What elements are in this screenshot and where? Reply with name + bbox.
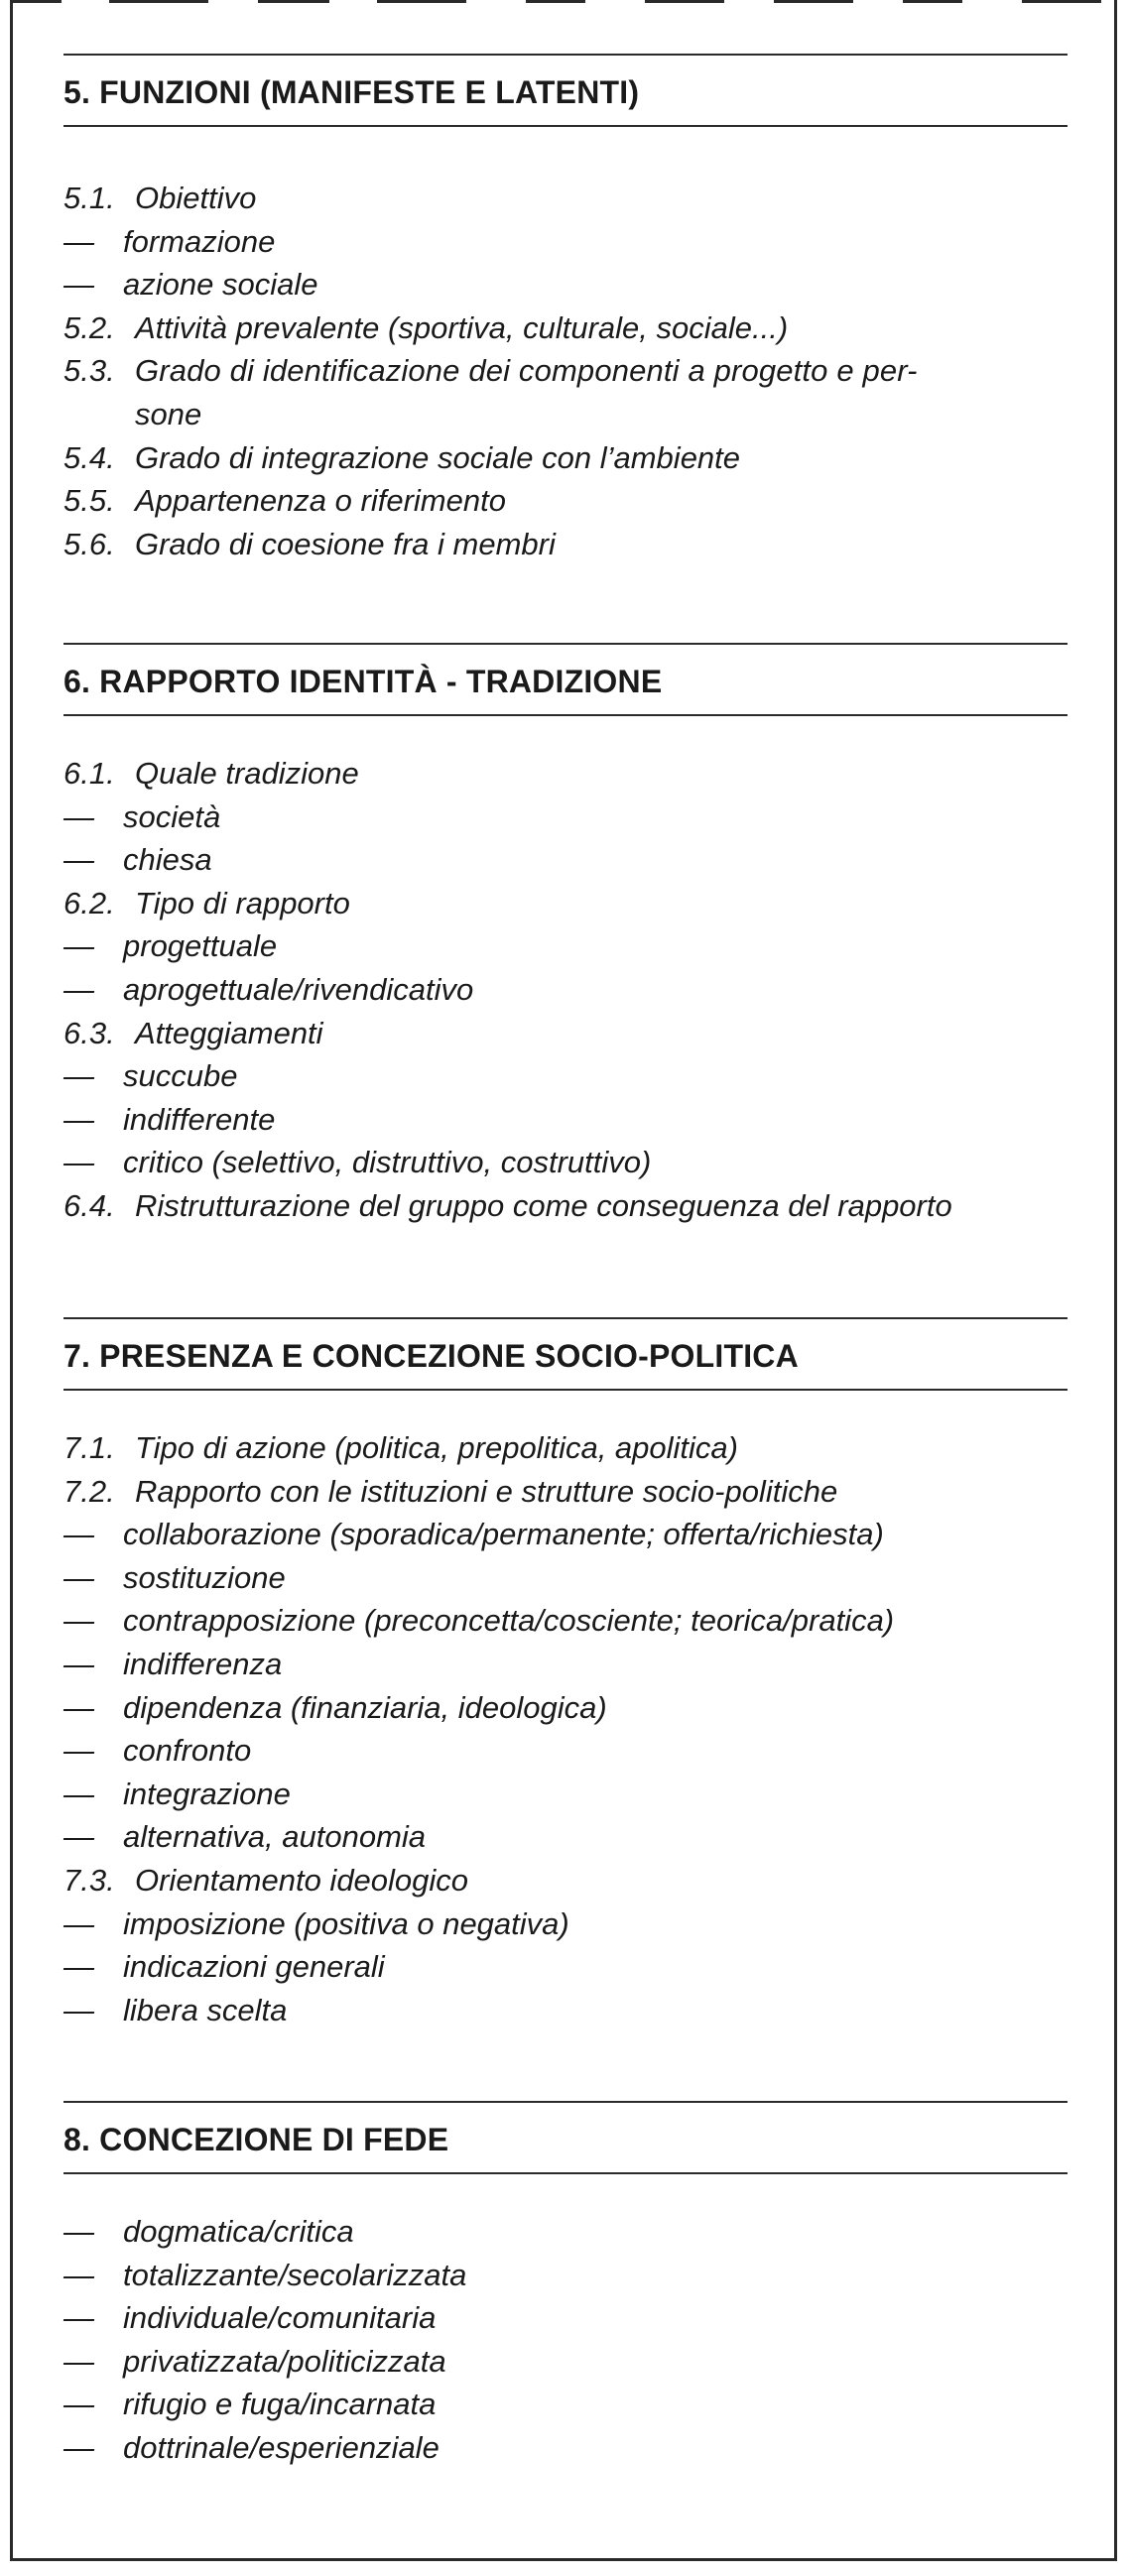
dash-marker: — [63, 2214, 94, 2249]
item-text: indifferente [123, 1101, 276, 1137]
dash-marker: — [63, 842, 94, 878]
section-heading: 6. RAPPORTO IDENTITÀ - TRADIZIONE [63, 664, 663, 699]
dash-marker: — [63, 1101, 94, 1137]
numbered-item [63, 1470, 1068, 1514]
dash-item [63, 220, 1068, 264]
section-rule-bottom [63, 1389, 1068, 1391]
dash-item [63, 1686, 1068, 1730]
numbered-item [63, 436, 1068, 480]
item-text: indifferenza [123, 1646, 283, 1681]
dash-marker: — [63, 1603, 94, 1639]
dash-item [63, 1098, 1068, 1142]
item-number: 6.4. [63, 1187, 115, 1223]
section-5 [63, 54, 1068, 565]
dash-item [63, 968, 1068, 1012]
item-text-continuation: sone [135, 396, 202, 431]
dash-item [63, 1556, 1068, 1600]
item-number: 6.3. [63, 1015, 115, 1050]
item-list [63, 752, 1068, 1228]
dash-marker: — [63, 1559, 94, 1595]
dash-marker: — [63, 2429, 94, 2465]
dash-marker: — [63, 1733, 94, 1769]
item-number: 7.3. [63, 1862, 115, 1898]
dash-item [63, 1599, 1068, 1643]
item-text: integrazione [123, 1776, 291, 1811]
dash-marker: — [63, 1905, 94, 1941]
dash-marker: — [63, 2343, 94, 2379]
item-text: Quale tradizione [135, 756, 359, 791]
dash-item [63, 1815, 1068, 1859]
item-number: 5.5. [63, 483, 115, 519]
dash-marker: — [63, 1992, 94, 2027]
dash-item [63, 1141, 1068, 1184]
dash-item [63, 2426, 1068, 2470]
item-text: dogmatica/critica [123, 2214, 354, 2249]
item-text: Tipo di azione (politica, prepolitica, apolitica) [135, 1430, 738, 1465]
item-text: aprogettuale/rivendicativo [123, 971, 474, 1007]
numbered-item [63, 307, 1068, 350]
item-list [63, 2210, 1068, 2470]
item-text: Grado di identificazione dei componenti a progetto e per- [135, 353, 918, 389]
dash-item [63, 1773, 1068, 1816]
dash-item [63, 1989, 1068, 2032]
numbered-item [63, 1184, 1068, 1228]
item-text: Atteggiamenti [135, 1015, 323, 1050]
dash-item [63, 1729, 1068, 1773]
item-text: Ristrutturazione del gruppo come conseguenza del rapporto [135, 1187, 952, 1223]
item-text: confronto [123, 1733, 252, 1769]
dash-item [63, 263, 1068, 307]
item-text: Rapporto con le istituzioni e strutture socio-politiche [135, 1473, 838, 1509]
numbered-item [63, 177, 1068, 220]
numbered-item [63, 523, 1068, 566]
dash-item [63, 796, 1068, 839]
dash-marker: — [63, 223, 94, 259]
item-text: Tipo di rapporto [135, 885, 350, 920]
section-rule-bottom [63, 714, 1068, 716]
dash-item [63, 2383, 1068, 2426]
item-text: sostituzione [123, 1559, 286, 1595]
dash-item [63, 2210, 1068, 2254]
dash-marker: — [63, 1819, 94, 1855]
item-text: Obiettivo [135, 181, 257, 215]
dash-marker: — [63, 798, 94, 834]
item-text: Grado di integrazione sociale con l’ambiente [135, 439, 741, 475]
section-7 [63, 1317, 1068, 2031]
dash-marker: — [63, 971, 94, 1007]
numbered-item [63, 882, 1068, 925]
dash-marker: — [63, 1058, 94, 1094]
item-text: imposizione (positiva o negativa) [123, 1905, 569, 1941]
item-number: 7.1. [63, 1430, 115, 1465]
item-number: 5.3. [63, 353, 115, 389]
section-6 [63, 643, 1068, 1228]
item-text: rifugio e fuga/incarnata [123, 2387, 437, 2422]
dash-marker: — [63, 1517, 94, 1552]
item-text: indicazioni generali [123, 1949, 385, 1985]
numbered-item [63, 1859, 1068, 1902]
item-text: Grado di coesione fra i membri [135, 526, 556, 561]
dash-marker: — [63, 2257, 94, 2292]
item-number: 5.2. [63, 309, 115, 345]
item-text: formazione [123, 223, 276, 259]
item-text: succube [123, 1058, 238, 1094]
item-text: Attività prevalente (sportiva, culturale, sociale...) [135, 309, 789, 345]
dash-marker: — [63, 928, 94, 964]
numbered-item [63, 1426, 1068, 1470]
item-text: individuale/comunitaria [123, 2300, 437, 2336]
dash-item [63, 2254, 1068, 2297]
dash-marker: — [63, 1646, 94, 1681]
item-text: alternativa, autonomia [123, 1819, 427, 1855]
item-number: 5.4. [63, 439, 115, 475]
section-rule-bottom [63, 125, 1068, 127]
item-list [63, 177, 1068, 565]
item-text: chiesa [123, 842, 212, 878]
dash-marker: — [63, 1689, 94, 1725]
section-heading: 7. PRESENZA E CONCEZIONE SOCIO-POLITICA [63, 1338, 799, 1374]
dash-marker: — [63, 1949, 94, 1985]
item-text: totalizzante/secolarizzata [123, 2257, 467, 2292]
dash-item [63, 1643, 1068, 1686]
dash-item [63, 2340, 1068, 2384]
item-text: dottrinale/esperienziale [123, 2429, 440, 2465]
dash-item [63, 1902, 1068, 1946]
item-text: libera scelta [123, 1992, 288, 2027]
section-rule-bottom [63, 2172, 1068, 2174]
section-heading: 8. CONCEZIONE DI FEDE [63, 2122, 449, 2157]
item-text: società [123, 798, 221, 834]
dash-item [63, 1054, 1068, 1098]
dash-item [63, 838, 1068, 882]
item-text: dipendenza (finanziaria, ideologica) [123, 1689, 607, 1725]
item-text: progettuale [123, 928, 278, 964]
numbered-item [63, 479, 1068, 523]
dash-marker: — [63, 1145, 94, 1180]
dash-marker: — [63, 2300, 94, 2336]
dash-item [63, 2296, 1068, 2340]
dash-item [63, 1945, 1068, 1989]
numbered-item [63, 1012, 1068, 1055]
item-text: collaborazione (sporadica/permanente; offerta/richiesta) [123, 1517, 884, 1552]
item-number: 5.1. [63, 181, 115, 215]
item-number: 5.6. [63, 526, 115, 561]
dash-marker: — [63, 1776, 94, 1811]
item-number: 6.2. [63, 885, 115, 920]
dash-marker: — [63, 2387, 94, 2422]
section-8 [63, 2101, 1068, 2470]
item-text: privatizzata/politicizzata [123, 2343, 446, 2379]
numbered-item [63, 349, 1068, 435]
item-text: Orientamento ideologico [135, 1862, 469, 1898]
item-text: critico (selettivo, distruttivo, costruttivo) [123, 1145, 652, 1180]
item-text: Appartenenza o riferimento [135, 483, 506, 519]
item-number: 6.1. [63, 756, 115, 791]
item-text: azione sociale [123, 267, 318, 303]
item-list [63, 1426, 1068, 2031]
section-heading: 5. FUNZIONI (MANIFESTE E LATENTI) [63, 74, 640, 110]
numbered-item [63, 752, 1068, 796]
dash-marker: — [63, 267, 94, 303]
dash-item [63, 924, 1068, 968]
dash-item [63, 1513, 1068, 1556]
item-text: contrapposizione (preconcetta/cosciente; teorica/pratica) [123, 1603, 895, 1639]
item-number: 7.2. [63, 1473, 115, 1509]
